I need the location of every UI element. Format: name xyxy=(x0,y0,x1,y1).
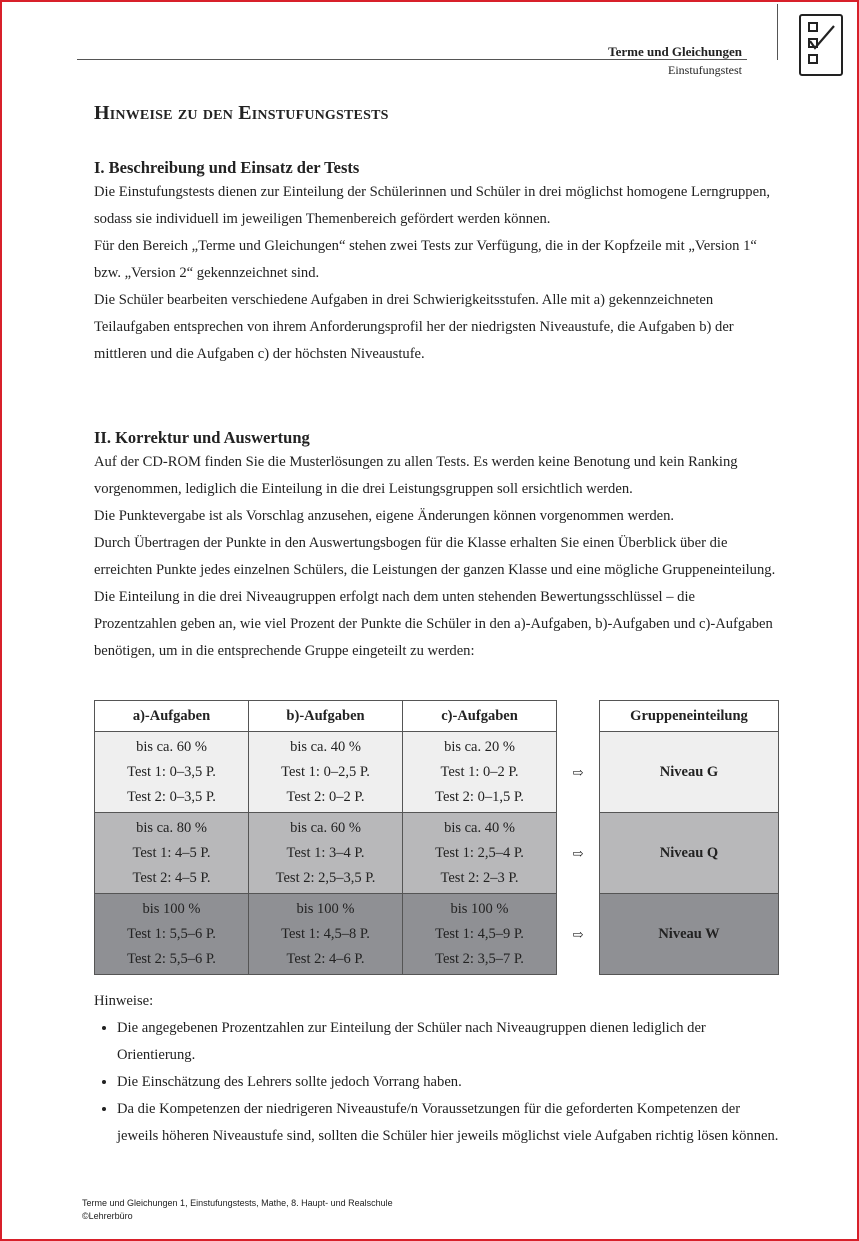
table-row xyxy=(95,732,779,813)
paragraph: Die Einteilung in die drei Niveaugruppen erfolgt nach dem unten stehenden Bewertungsschlüssel – die Prozentzahlen geben an, wie viel Prozent der Punkte die Schüler in den a)-Aufgaben, b)-Aufgaben und c)-Aufgaben benötigen, um in die entsprechende Gruppe eingeteilt zu werden: xyxy=(94,589,773,659)
header-subtitle: Einstufungstest xyxy=(668,63,742,77)
group-label: Niveau W xyxy=(600,894,779,975)
notes-section xyxy=(94,988,780,1150)
paragraph: Die Punktevergabe ist als Vorschlag anzusehen, eigene Änderungen können vorgenommen werden. xyxy=(94,508,675,524)
table-cell: bis 100 % Test 1: 5,5–6 P. Test 2: 5,5–6 P. xyxy=(95,894,249,975)
checklist-icon xyxy=(799,14,843,76)
table-cell: bis 100 % Test 1: 4,5–9 P. Test 2: 3,5–7 P. xyxy=(403,894,557,975)
table-header-row xyxy=(95,701,779,732)
table-cell: bis ca. 60 % Test 1: 0–3,5 P. Test 2: 0–3,5 P. xyxy=(95,732,249,813)
group-label: Niveau G xyxy=(600,732,779,813)
table-cell: bis ca. 20 % Test 1: 0–2 P. Test 2: 0–1,5 P. xyxy=(403,732,557,813)
list-item: • Die angegebenen Prozentzahlen zur Einteilung der Schüler nach Niveaugruppen dienen lediglich der Orientierung. xyxy=(117,1015,780,1069)
paragraph: Durch Übertragen der Punkte in den Auswertungsbogen für die Klasse erhalten Sie einen Überblick über die erreichten Punkte jedes einzelnen Schülers, die Leistungen der ganzen Klasse und eine mögliche Gruppeneinteilung. xyxy=(94,535,776,578)
table-cell: bis ca. 80 % Test 1: 4–5 P. Test 2: 4–5 P. xyxy=(95,813,249,894)
paragraph: Die Einstufungstests dienen zur Einteilung der Schülerinnen und Schüler in drei möglichst homogene Lerngruppen, sodass sie individuell im jeweiligen Themenbereich gefördert werden können. xyxy=(94,184,771,227)
table-cell: bis ca. 60 % Test 1: 3–4 P. Test 2: 2,5–3,5 P. xyxy=(249,813,403,894)
footer-line: Terme und Gleichungen 1, Einstufungstests, Mathe, 8. Haupt- und Realschule xyxy=(82,1198,393,1208)
arrow-right-icon: ⇨ xyxy=(557,894,600,975)
arrow-right-icon: ⇨ xyxy=(557,732,600,813)
table-cell: bis ca. 40 % Test 1: 0–2,5 P. Test 2: 0–2 P. xyxy=(249,732,403,813)
paragraph: Für den Bereich „Terme und Gleichungen“ stehen zwei Tests zur Verfügung, die in der Kopfzeile mit „Version 1“ bzw. „Version 2“ gekennzeichnet sind. xyxy=(94,238,757,281)
column-header: c)-Aufgaben xyxy=(403,701,557,732)
page-title: Hinweise zu den Einstufungstests xyxy=(94,102,389,124)
list-item: • Die Einschätzung des Lehrers sollte jedoch Vorrang haben. xyxy=(117,1069,780,1096)
section-heading: I. Beschreibung und Einsatz der Tests xyxy=(94,158,360,177)
notes-list xyxy=(94,1015,780,1150)
arrow-right-icon: ⇨ xyxy=(557,813,600,894)
table-cell: bis 100 % Test 1: 4,5–8 P. Test 2: 4–6 P. xyxy=(249,894,403,975)
section-correction xyxy=(94,427,780,665)
grading-table xyxy=(94,700,779,975)
table-row xyxy=(95,813,779,894)
header-title: Terme und Gleichungen xyxy=(608,44,742,59)
column-header: Gruppeneinteilung xyxy=(600,701,779,732)
footer-copyright: ©Lehrerbüro xyxy=(82,1211,133,1221)
header-vertical-rule xyxy=(777,4,778,60)
column-header: a)-Aufgaben xyxy=(95,701,249,732)
notes-label: Hinweise: xyxy=(94,993,154,1009)
table-row xyxy=(95,894,779,975)
column-header: b)-Aufgaben xyxy=(249,701,403,732)
group-label: Niveau Q xyxy=(600,813,779,894)
paragraph: Auf der CD-ROM finden Sie die Musterlösungen zu allen Tests. Es werden keine Benotung und kein Ranking vorgenommen, lediglich die Einteilung in die drei Leistungsgruppen soll ersichtlich werden. xyxy=(94,454,738,497)
table-gap xyxy=(557,701,600,732)
section-description xyxy=(94,157,780,368)
list-item: • Da die Kompetenzen der niedrigeren Niveaustufe/n Voraussetzungen für die geforderten Kompetenzen der jeweils höheren Niveaustufe sind, sollten die Schüler hier jeweils möglichst viele Aufgaben richtig lösen können. xyxy=(117,1096,780,1150)
footer xyxy=(82,1197,393,1223)
table-cell: bis ca. 40 % Test 1: 2,5–4 P. Test 2: 2–3 P. xyxy=(403,813,557,894)
paragraph: Die Schüler bearbeiten verschiedene Aufgaben in drei Schwierigkeitsstufen. Alle mit a) gekennzeichneten Teilaufgaben entsprechen von ihrem Anforderungsprofil her der niedrigsten Niveaustufe, die Aufgaben b) der mittleren und die Aufgaben c) der höchsten Niveaustufe. xyxy=(94,292,734,362)
section-heading: II. Korrektur und Auswertung xyxy=(94,428,310,447)
